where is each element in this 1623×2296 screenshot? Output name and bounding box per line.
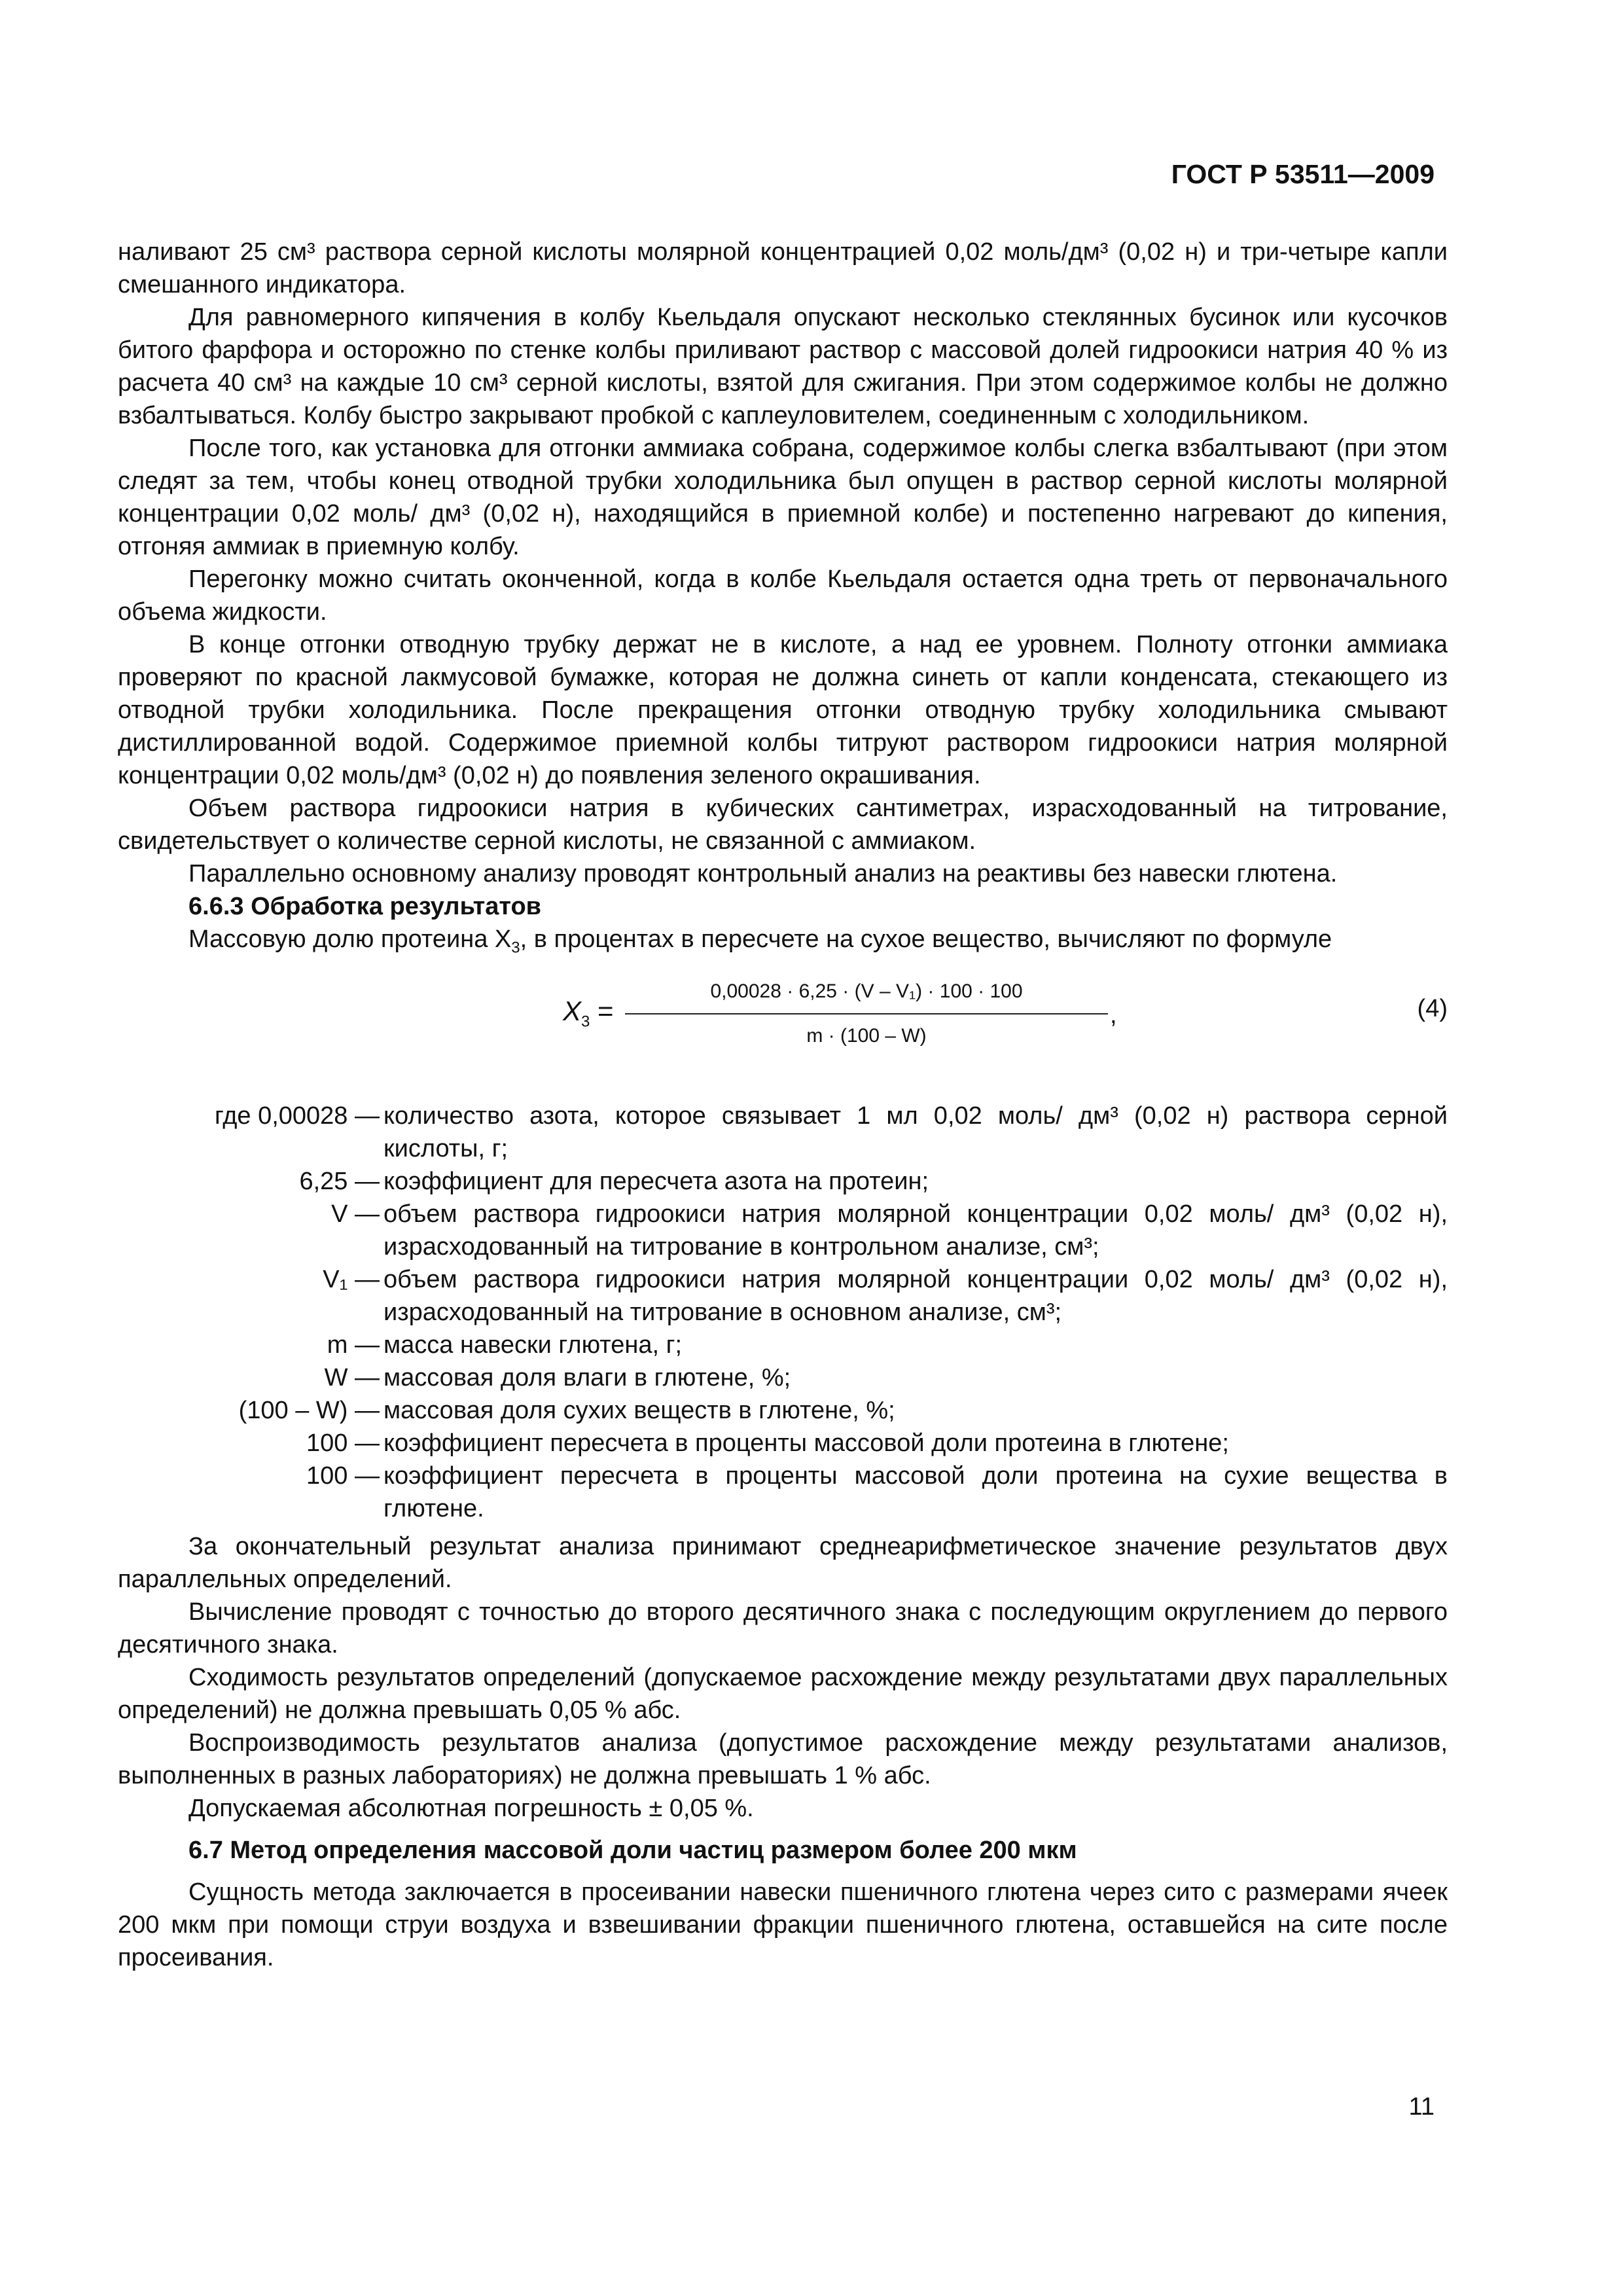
formula-equals: = xyxy=(597,996,614,1026)
formula-intro-before: Массовую долю протеина X xyxy=(188,925,512,953)
formula-intro-subscript: 3 xyxy=(511,939,520,957)
definition-item xyxy=(118,1165,1448,1198)
formula-intro-after: , в процентах в пересчете на сухое вещество, вычисляют по формуле xyxy=(520,925,1332,953)
paragraph: Сущность метода заключается в просеивании навески пшеничного глютена через сито с размерами ячеек 200 мкм при помощи струи воздуха и взвешивании фракции пшеничного глютена, оставшейся на сите после просеивания. xyxy=(118,1878,1448,1971)
document-body xyxy=(118,236,1448,1974)
paragraph: Воспроизводимость результатов анализа (допустимое расхождение между результатами анализов, выполненных в разных лабораториях) не должна превышать 1 % абс. xyxy=(118,1729,1448,1789)
formula-comma: , xyxy=(1110,1001,1117,1029)
paragraph: Объем раствора гидроокиси натрия в кубических сантиметрах, израсходованный на титрование, свидетельствует о количестве серной кислоты, не связанной с аммиаком. xyxy=(118,795,1448,855)
formula-variable-subscript: 3 xyxy=(581,1013,590,1031)
definition-symbol: где 0,00028 — xyxy=(215,1102,380,1130)
definition-symbol: V — xyxy=(331,1200,380,1228)
definition-symbol: 100 — xyxy=(306,1429,380,1457)
paragraph: Сходимость результатов определений (допускаемое расхождение между результатами двух параллельных определений) не должна превышать 0,05 % абс. xyxy=(118,1664,1448,1724)
formula-denominator: m · (100 – W) xyxy=(806,1025,927,1047)
definition-symbol: W — xyxy=(324,1364,380,1391)
definition-text: масса навески глютена, г; xyxy=(383,1331,682,1359)
definition-text: коэффициент пересчета в проценты массовой доли протеина в глютене; xyxy=(383,1429,1229,1457)
definition-item xyxy=(118,1361,1448,1394)
definition-text: коэффициент для пересчета азота на протеин; xyxy=(383,1168,929,1195)
definition-item xyxy=(118,1329,1448,1361)
definition-item xyxy=(118,1427,1448,1460)
definition-text: массовая доля сухих веществ в глютене, %; xyxy=(383,1397,895,1424)
definition-text: объем раствора гидроокиси натрия молярной концентрации 0,02 моль/ дм³ (0,02 н), израсходованный на титрование в контрольном анализе, см³; xyxy=(383,1200,1448,1261)
paragraph: Вычисление проводят с точностью до второго десятичного знака с последующим округлением до первого десятичного знака. xyxy=(118,1598,1448,1659)
section-heading: 6.6.3 Обработка результатов xyxy=(188,893,542,920)
formula-variable: X xyxy=(563,996,582,1026)
page-number: 11 xyxy=(1408,2093,1435,2121)
formula-fraction xyxy=(625,975,1108,1052)
definition-text: объем раствора гидроокиси натрия молярной концентрации 0,02 моль/ дм³ (0,02 н), израсходованный на титрование в основном анализе, см³; xyxy=(383,1266,1448,1326)
definitions-list xyxy=(118,1100,1448,1525)
definition-symbol: V₁ — xyxy=(323,1266,380,1293)
paragraph: Допускаемая абсолютная погрешность ± 0,05 %. xyxy=(188,1795,754,1822)
paragraph: За окончательный результат анализа принимают среднеарифметическое значение результатов двух параллельных определений. xyxy=(118,1533,1448,1593)
definition-item xyxy=(118,1394,1448,1427)
definition-text: массовая доля влаги в глютене, %; xyxy=(383,1364,791,1391)
definition-symbol: (100 – W) — xyxy=(238,1397,380,1424)
formula-numerator: 0,00028 · 6,25 · (V – V₁) · 100 · 100 xyxy=(625,975,1108,1014)
definition-symbol: 100 — xyxy=(306,1462,380,1490)
definition-symbol: 6,25 — xyxy=(299,1168,380,1195)
paragraph: В конце отгонки отводную трубку держат не в кислоте, а над ее уровнем. Полноту отгонки аммиака проверяют по красной лакмусовой бумажке, которая не должна синеть от капли конденсата, стекающего из отводной трубки холодильника. После прекращения отгонки отводную трубку холодильника смывают дистиллированной водой. Содержимое приемной колбы титруют раствором гидроокиси натрия молярной концентрации 0,02 моль/дм³ (0,02 н) до появления зеленого окрашивания. xyxy=(118,631,1448,789)
definition-item xyxy=(118,1460,1448,1525)
formula-number: (4) xyxy=(1417,995,1448,1022)
section-heading: 6.7 Метод определения массовой доли частиц размером более 200 мкм xyxy=(188,1837,1077,1864)
paragraph: Перегонку можно считать оконченной, когда в колбе Кьельдаля остается одна треть от первоначального объема жидкости. xyxy=(118,565,1448,626)
paragraph: После того, как установка для отгонки аммиака собрана, содержимое колбы слегка взбалтывают (при этом следят за тем, чтобы конец отводной трубки холодильника был опущен в раствор серной кислоты молярной концентрации 0,02 моль/ дм³ (0,02 н), находящийся в приемной колбе) и постепенно нагревают до кипения, отгоняя аммиак в приемную колбу. xyxy=(118,435,1448,560)
paragraph: Параллельно основному анализу проводят контрольный анализ на реактивы без навески глютена. xyxy=(188,860,1338,888)
paragraph: наливают 25 см³ раствора серной кислоты молярной концентрацией 0,02 моль/дм³ (0,02 н) и три-четыре капли смешанного индикатора. xyxy=(118,238,1448,298)
definition-text: коэффициент пересчета в проценты массовой доли протеина на сухие вещества в глютене. xyxy=(383,1462,1448,1522)
formula xyxy=(118,975,1448,1067)
paragraph: Для равномерного кипячения в колбу Кьельдаля опускают несколько стеклянных бусинок или кусочков битого фарфора и осторожно по стенке колбы приливают раствор с массовой долей гидроокиси натрия 40 % из расчета 40 см³ на каждые 10 см³ серной кислоты, взятой для сжигания. При этом содержимое колбы не должно взбалтываться. Колбу быстро закрывают пробкой с каплеуловителем, соединенным с холодильником. xyxy=(118,304,1448,429)
definition-item xyxy=(118,1198,1448,1263)
definition-item xyxy=(118,1100,1448,1165)
formula-intro xyxy=(118,923,1448,956)
formula-lhs xyxy=(563,995,614,1031)
definition-symbol: m — xyxy=(327,1331,380,1359)
document-header: ГОСТ Р 53511—2009 xyxy=(1171,159,1435,189)
definitions-lead: где xyxy=(215,1102,251,1130)
definition-text: количество азота, которое связывает 1 мл 0,02 моль/ дм³ (0,02 н) раствора серной кислоты, г; xyxy=(383,1102,1448,1162)
definition-item xyxy=(118,1263,1448,1329)
